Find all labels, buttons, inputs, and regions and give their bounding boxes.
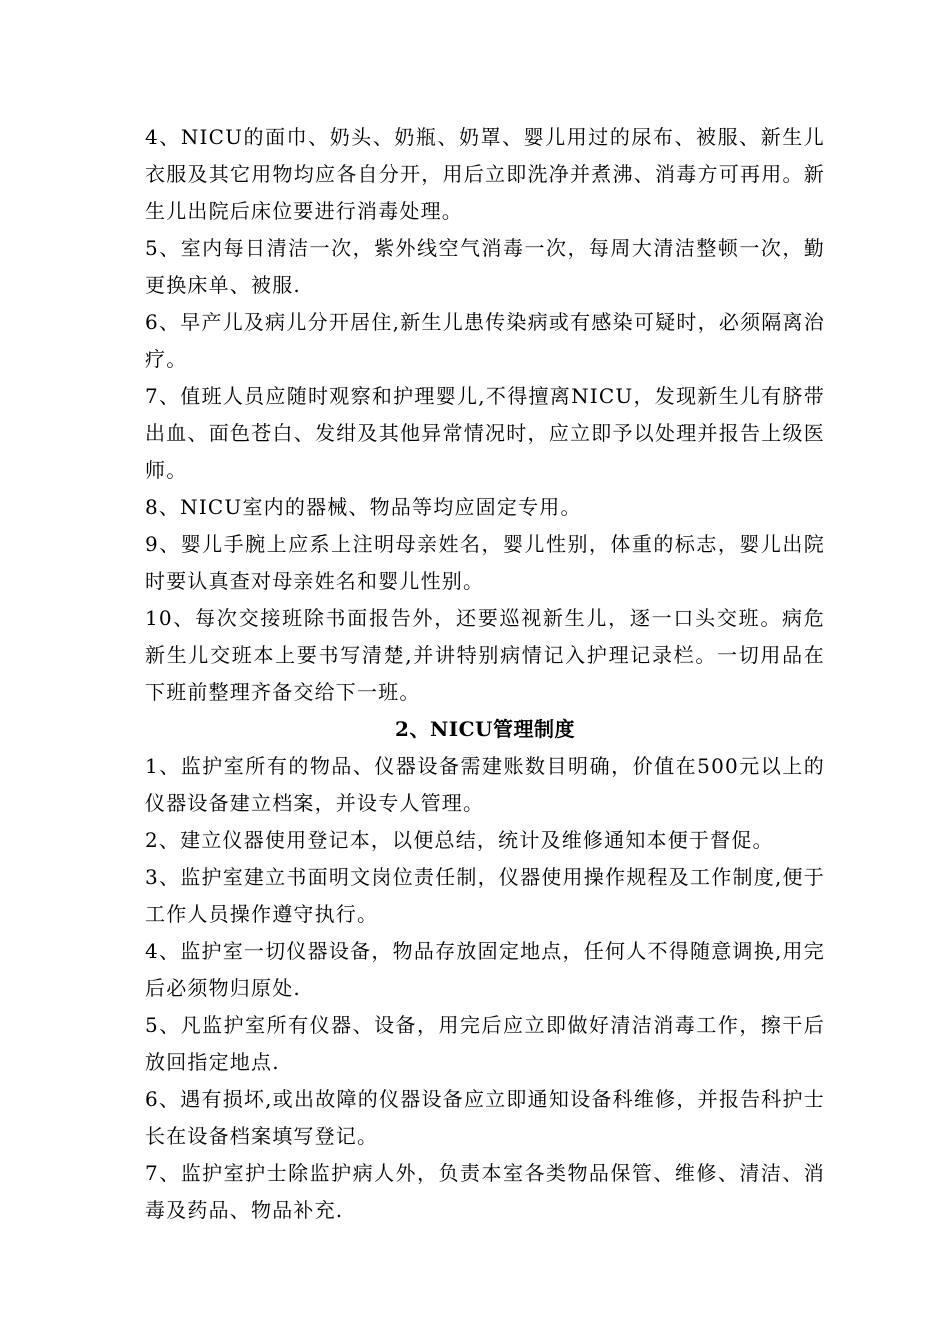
rule-item-7: 7、值班人员应随时观察和护理婴儿,不得擅离NICU，发现新生儿有脐带出血、面色苍白、发绀及其他异常情况时，应立即予以处理并报告上级医师。	[145, 384, 825, 482]
management-item-7: 7、监护室护士除监护病人外，负责本室各类物品保管、维修、清洁、消毒及药品、物品补充.	[145, 1161, 825, 1222]
management-item-4: 4、监护室一切仪器设备，物品存放固定地点，任何人不得随意调换,用完后必须物归原处.	[145, 939, 825, 1000]
rule-item-9: 9、婴儿手腕上应系上注明母亲姓名，婴儿性别，体重的标志，婴儿出院时要认真查对母亲姓名和婴儿性别。	[145, 532, 825, 593]
section-title-nicu-management: 2、NICU管理制度	[395, 717, 575, 741]
management-item-6: 6、遇有损坏,或出故障的仪器设备应立即通知设备科维修，并报告科护士长在设备档案填写登记。	[145, 1087, 825, 1148]
management-item-1: 1、监护室所有的物品、仪器设备需建账数目明确，价值在500元以上的仪器设备建立档案，并设专人管理。	[145, 754, 825, 815]
document-page	[145, 119, 825, 1229]
rule-item-10: 10、每次交接班除书面报告外，还要巡视新生儿，逐一口头交班。病危新生儿交班本上要书写清楚,并讲特别病情记入护理记录栏。一切用品在下班前整理齐备交给下一班。	[145, 606, 825, 704]
management-item-2: 2、建立仪器使用登记本，以便总结，统计及维修通知本便于督促。	[145, 828, 774, 852]
management-item-5: 5、凡监护室所有仪器、设备，用完后应立即做好清洁消毒工作，擦干后放回指定地点.	[145, 1013, 825, 1074]
rule-item-5: 5、室内每日清洁一次，紫外线空气消毒一次，每周大清洁整顿一次，勤更换床单、被服.	[145, 236, 825, 297]
management-item-3: 3、监护室建立书面明文岗位责任制，仪器使用操作规程及工作制度,便于工作人员操作遵守执行。	[145, 865, 825, 926]
rule-item-4: 4、NICU的面巾、奶头、奶瓶、奶罩、婴儿用过的尿布、被服、新生儿衣服及其它用物均应各自分开，用后立即洗净并煮沸、消毒方可再用。新生儿出院后床位要进行消毒处理。	[145, 125, 825, 223]
rule-item-6: 6、早产儿及病儿分开居住,新生儿患传染病或有感染可疑时，必须隔离治疗。	[145, 310, 825, 371]
rule-item-8: 8、NICU室内的器械、物品等均应固定专用。	[145, 495, 582, 519]
